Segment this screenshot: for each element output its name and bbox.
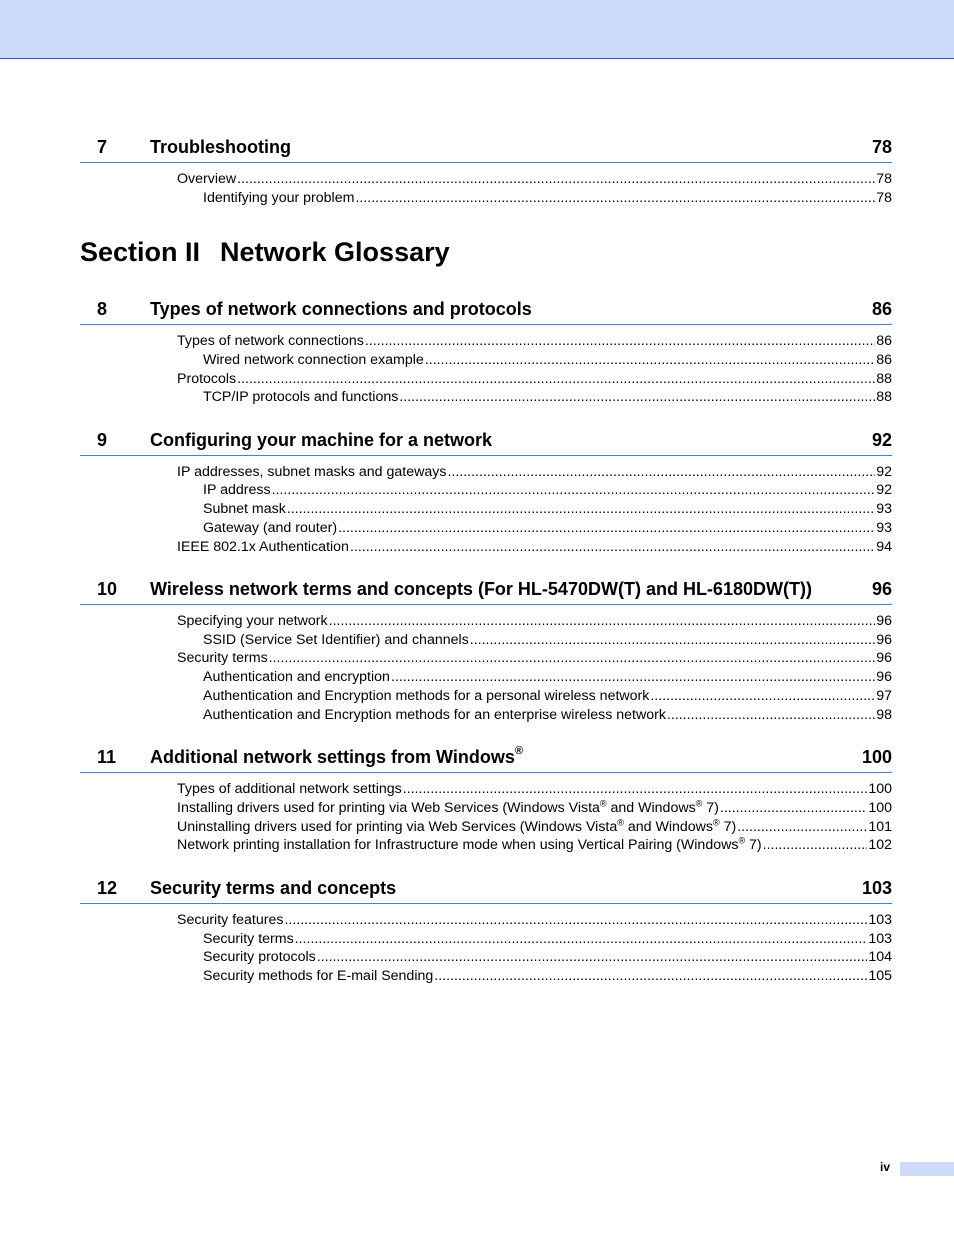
toc-entry[interactable] (177, 464, 892, 483)
registered-mark: ® (738, 835, 746, 846)
entry-text: Uninstalling drivers used for printing via Web Services (Windows Vista (177, 819, 618, 835)
dot-leader (287, 501, 875, 517)
entry-page: 100 (868, 781, 892, 797)
dot-leader (425, 352, 875, 368)
toc-entry[interactable] (203, 352, 892, 371)
dot-leader (317, 949, 868, 965)
entry-title: Authentication and encryption (203, 669, 390, 685)
entry-text: 7) (702, 800, 719, 816)
entry-title: Overview (177, 171, 237, 187)
chapter-title: Troubleshooting (150, 137, 291, 157)
toc-entry[interactable] (177, 912, 892, 931)
entry-title: Security methods for E-mail Sending (203, 968, 434, 984)
entry-page: 101 (868, 819, 892, 835)
entry-title: Security features (177, 912, 284, 928)
entry-title: Authentication and Encryption methods for a personal wireless network (203, 688, 650, 704)
chapter-page: 100 (861, 747, 892, 767)
toc-entry[interactable] (177, 371, 892, 390)
registered-mark: ® (713, 817, 720, 828)
entry-title: SSID (Service Set Identifier) and channels (203, 632, 469, 648)
chapter-page: 92 (871, 430, 892, 450)
chapter-title (150, 747, 523, 768)
entry-text: 7) (719, 819, 737, 835)
dot-leader (391, 669, 875, 685)
dot-leader (650, 688, 875, 704)
toc-entry[interactable] (177, 539, 892, 558)
toc-entry[interactable] (203, 190, 892, 209)
registered-mark: ® (695, 798, 703, 809)
toc-entry[interactable] (203, 482, 892, 501)
chapter-title: Configuring your machine for a network (150, 430, 493, 450)
dot-leader (237, 371, 875, 387)
entry-page: 92 (876, 482, 892, 498)
registered-mark: ® (617, 817, 624, 828)
entry-page: 93 (876, 501, 892, 517)
dot-leader (329, 613, 876, 629)
entry-page: 98 (876, 707, 892, 723)
entry-title: Security protocols (203, 949, 316, 965)
toc-entry[interactable] (203, 632, 892, 651)
toc-entry[interactable] (203, 931, 892, 950)
toc-chapter-9[interactable] (80, 429, 892, 456)
dot-leader (338, 520, 875, 536)
entry-title (177, 800, 719, 816)
toc-entry[interactable] (177, 819, 892, 838)
entry-title: Types of additional network settings (177, 781, 402, 797)
entry-title: Security terms (177, 650, 268, 666)
entry-title: Specifying your network (177, 613, 328, 629)
toc-entry[interactable] (203, 520, 892, 539)
toc-entry[interactable] (177, 171, 892, 190)
entry-title: Wired network connection example (203, 352, 424, 368)
entry-page: 97 (876, 688, 892, 704)
entry-page: 104 (868, 949, 892, 965)
dot-leader (667, 707, 875, 723)
dot-leader (350, 539, 875, 555)
entry-page: 103 (868, 912, 892, 928)
entry-page: 96 (876, 613, 892, 629)
entry-page: 78 (876, 190, 892, 206)
chapter-page: 96 (871, 579, 892, 599)
chapter-page: 78 (871, 137, 892, 157)
entry-title (177, 837, 762, 853)
entry-page: 78 (876, 171, 892, 187)
toc-chapter-7[interactable] (80, 136, 892, 163)
dot-leader (447, 464, 875, 480)
entry-page: 92 (876, 464, 892, 480)
entry-title: Protocols (177, 371, 237, 387)
toc-entry[interactable] (177, 650, 892, 669)
toc-entry[interactable] (203, 501, 892, 520)
chapter-title: Types of network connections and protocols (150, 299, 532, 319)
chapter-number: 10 (97, 579, 118, 599)
entry-page: 93 (876, 520, 892, 536)
entry-title: IP address (203, 482, 271, 498)
registered-mark: ® (514, 745, 523, 757)
entry-page: 94 (876, 539, 892, 555)
page-number: iv (880, 1160, 891, 1174)
entry-page: 88 (876, 389, 892, 405)
chapter-title: Security terms and concepts (150, 878, 397, 898)
entry-page: 103 (868, 931, 892, 947)
toc-entry[interactable] (177, 333, 892, 352)
header-band (0, 0, 954, 59)
chapter-number: 8 (97, 299, 108, 319)
toc-entry[interactable] (203, 707, 892, 726)
entry-title: IEEE 802.1x Authentication (177, 539, 349, 555)
toc-entry[interactable] (203, 949, 892, 968)
dot-leader (434, 968, 867, 984)
entry-text: Network printing installation for Infrastructure mode when using Vertical Pairing (Windows (177, 837, 739, 853)
entry-title: TCP/IP protocols and functions (203, 389, 399, 405)
chapter-page: 103 (861, 878, 892, 898)
entry-text: Installing drivers used for printing via Web Services (Windows Vista (177, 800, 600, 816)
dot-leader (737, 819, 867, 835)
toc-chapter-11[interactable] (80, 746, 892, 773)
page-tab (900, 1162, 954, 1176)
section-title: Network Glossary (220, 237, 450, 267)
entry-page: 100 (868, 800, 892, 816)
dot-leader (269, 650, 876, 666)
toc-entry[interactable] (177, 800, 892, 819)
chapter-title-text: Additional network settings from Windows (150, 747, 515, 767)
entry-page: 86 (876, 352, 892, 368)
entry-title: Gateway (and router) (203, 520, 338, 536)
entry-title: Authentication and Encryption methods for an enterprise wireless network (203, 707, 666, 723)
entry-title: Types of network connections (177, 333, 364, 349)
dot-leader (284, 912, 867, 928)
chapter-number: 7 (97, 137, 108, 157)
toc-entry[interactable] (177, 613, 892, 632)
toc-chapter-12[interactable] (80, 877, 892, 904)
dot-leader (355, 190, 875, 206)
chapter-title: Wireless network terms and concepts (For HL-5470DW(T) and HL-6180DW(T)) (150, 579, 812, 599)
entry-title (177, 819, 736, 835)
dot-leader (403, 781, 868, 797)
section-label: Section II (80, 237, 201, 267)
dot-leader (365, 333, 875, 349)
entry-text: and Windows (606, 800, 696, 816)
toc-entry[interactable] (203, 389, 892, 408)
dot-leader (272, 482, 876, 498)
dot-leader (295, 931, 868, 947)
chapter-page: 86 (871, 299, 892, 319)
entry-page: 96 (876, 632, 892, 648)
chapter-number: 11 (97, 747, 117, 767)
toc-chapter-8[interactable] (80, 298, 892, 325)
toc-chapter-10[interactable] (80, 578, 892, 605)
chapter-number: 12 (97, 878, 118, 898)
dot-leader (399, 389, 875, 405)
chapter-number: 9 (97, 430, 108, 450)
entry-text: 7) (745, 837, 762, 853)
section-heading (80, 237, 450, 268)
entry-page: 96 (876, 669, 892, 685)
toc-entry[interactable] (203, 669, 892, 688)
registered-mark: ® (599, 798, 607, 809)
toc-entry[interactable] (177, 781, 892, 800)
toc-entry[interactable] (177, 837, 892, 856)
entry-page: 88 (876, 371, 892, 387)
entry-title: Subnet mask (203, 501, 286, 517)
entry-page: 96 (876, 650, 892, 666)
entry-text: and Windows (623, 819, 714, 835)
dot-leader (470, 632, 875, 648)
toc-entry[interactable] (203, 968, 892, 987)
entry-page: 86 (876, 333, 892, 349)
dot-leader (237, 171, 875, 187)
entry-page: 102 (868, 837, 892, 853)
dot-leader (763, 837, 868, 853)
dot-leader (720, 800, 867, 816)
entry-title: Security terms (203, 931, 294, 947)
entry-page: 105 (868, 968, 892, 984)
entry-title: Identifying your problem (203, 190, 355, 206)
entry-title: IP addresses, subnet masks and gateways (177, 464, 447, 480)
toc-entry[interactable] (203, 688, 892, 707)
